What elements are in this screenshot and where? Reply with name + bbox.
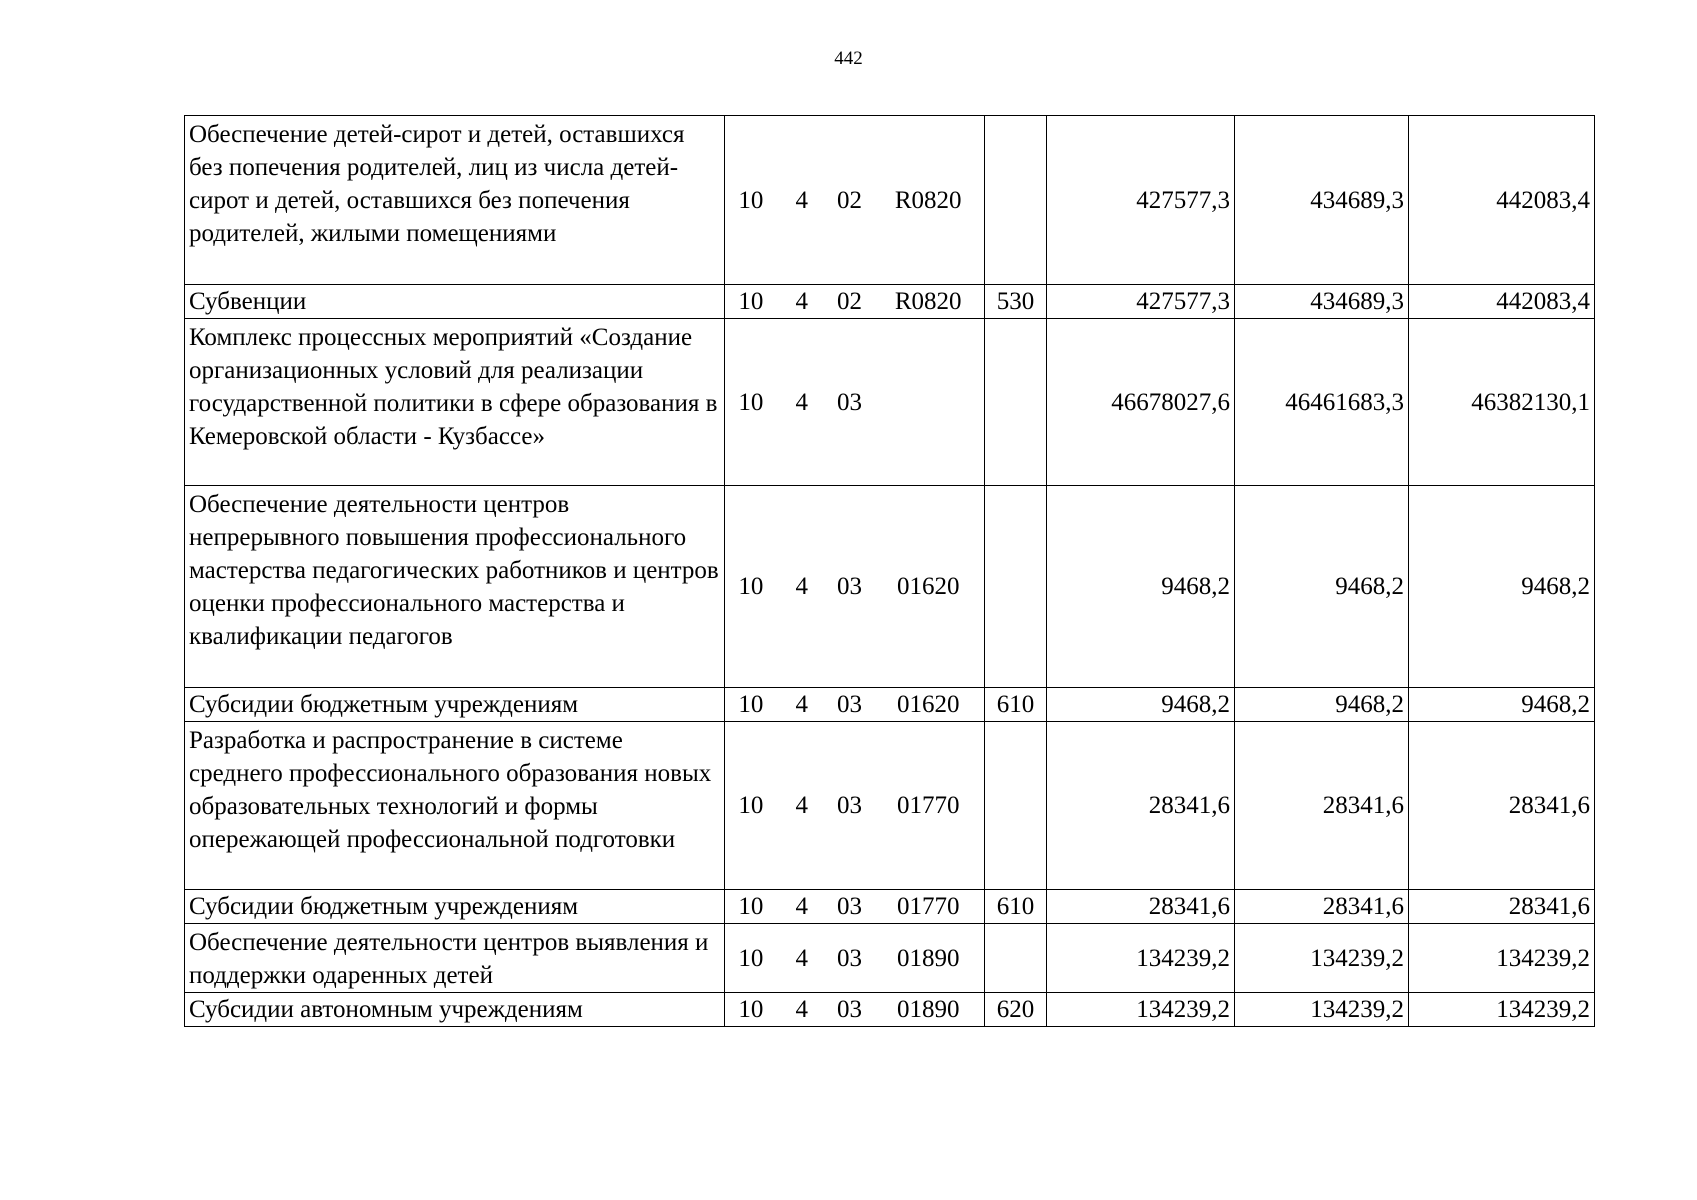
expense-type-code: 620 [985, 993, 1047, 1027]
amount-year-1: 427577,3 [1047, 285, 1235, 319]
table-row [185, 116, 1595, 285]
amount-year-1: 28341,6 [1047, 890, 1235, 924]
program-group-code: 03 [837, 691, 863, 718]
row-codes [725, 285, 985, 319]
amount-year-1: 427577,3 [1047, 116, 1235, 285]
row-name: Обеспечение детей-сирот и детей, оставшихся без попечения родителей, лиц из числа детей-сирот и детей, оставшихся без попечения родителей, жилыми помещениями [185, 116, 725, 285]
amount-year-3: 134239,2 [1409, 993, 1595, 1027]
target-article-code: 01620 [896, 691, 960, 718]
subsection-code: 4 [795, 573, 808, 600]
amount-year-1: 9468,2 [1047, 688, 1235, 722]
section-code: 10 [738, 996, 764, 1023]
expense-type-code: 530 [985, 285, 1047, 319]
table-row [185, 722, 1595, 890]
section-code: 10 [738, 691, 764, 718]
amount-year-2: 28341,6 [1235, 890, 1409, 924]
target-article-code: R0820 [894, 288, 962, 315]
section-code: 10 [738, 573, 764, 600]
target-article-code: 01770 [896, 893, 960, 920]
row-codes [725, 993, 985, 1027]
amount-year-3: 442083,4 [1409, 285, 1595, 319]
target-article-code: 01770 [896, 792, 960, 819]
row-name: Субсидии автономным учреждениям [185, 993, 725, 1027]
subsection-code: 4 [795, 944, 808, 972]
amount-year-1: 134239,2 [1047, 993, 1235, 1027]
subsection-code: 4 [795, 996, 808, 1023]
amount-year-2: 28341,6 [1235, 722, 1409, 890]
amount-year-3: 442083,4 [1409, 116, 1595, 285]
row-codes [725, 116, 985, 285]
row-name: Субсидии бюджетным учреждениям [185, 890, 725, 924]
row-name: Обеспечение деятельности центров выявления и поддержки одаренных детей [185, 924, 725, 993]
expense-type-code [985, 319, 1047, 486]
subsection-code: 4 [795, 388, 808, 416]
expense-type-code [985, 486, 1047, 688]
program-group-code: 03 [837, 893, 863, 920]
amount-year-2: 134239,2 [1235, 924, 1409, 993]
amount-year-1: 46678027,6 [1047, 319, 1235, 486]
row-codes [725, 890, 985, 924]
target-article-code: 01890 [896, 944, 960, 972]
table-row [185, 890, 1595, 924]
table-row [185, 993, 1595, 1027]
budget-table [184, 115, 1595, 1027]
amount-year-2: 46461683,3 [1235, 319, 1409, 486]
section-code: 10 [738, 388, 764, 416]
expense-type-code: 610 [985, 688, 1047, 722]
amount-year-3: 28341,6 [1409, 890, 1595, 924]
page-number: 442 [834, 48, 863, 69]
row-name: Комплекс процессных мероприятий «Создание организационных условий для реализации государственной политики в сфере образования в Кемеровской области - Кузбассе» [185, 319, 725, 486]
section-code: 10 [738, 893, 764, 920]
expense-type-code [985, 924, 1047, 993]
row-codes [725, 924, 985, 993]
amount-year-3: 9468,2 [1409, 688, 1595, 722]
subsection-code: 4 [795, 186, 808, 214]
row-name: Субсидии бюджетным учреждениям [185, 688, 725, 722]
section-code: 10 [738, 792, 764, 819]
amount-year-2: 9468,2 [1235, 486, 1409, 688]
amount-year-3: 134239,2 [1409, 924, 1595, 993]
table-row [185, 688, 1595, 722]
row-name: Обеспечение деятельности центров непрерывного повышения профессионального мастерства педагогических работников и центров оценки профессионального мастерства и квалификации педагогов [185, 486, 725, 688]
amount-year-1: 28341,6 [1047, 722, 1235, 890]
program-group-code: 03 [837, 573, 863, 600]
amount-year-1: 134239,2 [1047, 924, 1235, 993]
target-article-code: 01890 [896, 996, 960, 1023]
subsection-code: 4 [795, 893, 808, 920]
amount-year-2: 434689,3 [1235, 116, 1409, 285]
subsection-code: 4 [795, 792, 808, 819]
amount-year-3: 9468,2 [1409, 486, 1595, 688]
program-group-code: 02 [837, 288, 863, 315]
subsection-code: 4 [795, 691, 808, 718]
row-codes [725, 688, 985, 722]
amount-year-3: 28341,6 [1409, 722, 1595, 890]
amount-year-1: 9468,2 [1047, 486, 1235, 688]
row-name: Субвенции [185, 285, 725, 319]
table-row [185, 924, 1595, 993]
row-codes [725, 319, 985, 486]
table-row [185, 319, 1595, 486]
expense-type-code [985, 116, 1047, 285]
expense-type-code: 610 [985, 890, 1047, 924]
row-codes [725, 722, 985, 890]
amount-year-2: 9468,2 [1235, 688, 1409, 722]
section-code: 10 [738, 288, 764, 315]
amount-year-3: 46382130,1 [1409, 319, 1595, 486]
expense-type-code [985, 722, 1047, 890]
amount-year-2: 434689,3 [1235, 285, 1409, 319]
program-group-code: 03 [837, 388, 863, 416]
program-group-code: 02 [837, 186, 863, 214]
table-row [185, 285, 1595, 319]
amount-year-2: 134239,2 [1235, 993, 1409, 1027]
row-name: Разработка и распространение в системе среднего профессионального образования новых образовательных технологий и формы опережающей профессиональной подготовки [185, 722, 725, 890]
section-code: 10 [738, 944, 764, 972]
target-article-code: 01620 [896, 573, 960, 600]
program-group-code: 03 [837, 944, 863, 972]
target-article-code: R0820 [894, 186, 962, 214]
row-codes [725, 486, 985, 688]
program-group-code: 03 [837, 996, 863, 1023]
program-group-code: 03 [837, 792, 863, 819]
subsection-code: 4 [795, 288, 808, 315]
table-row [185, 486, 1595, 688]
section-code: 10 [738, 186, 764, 214]
